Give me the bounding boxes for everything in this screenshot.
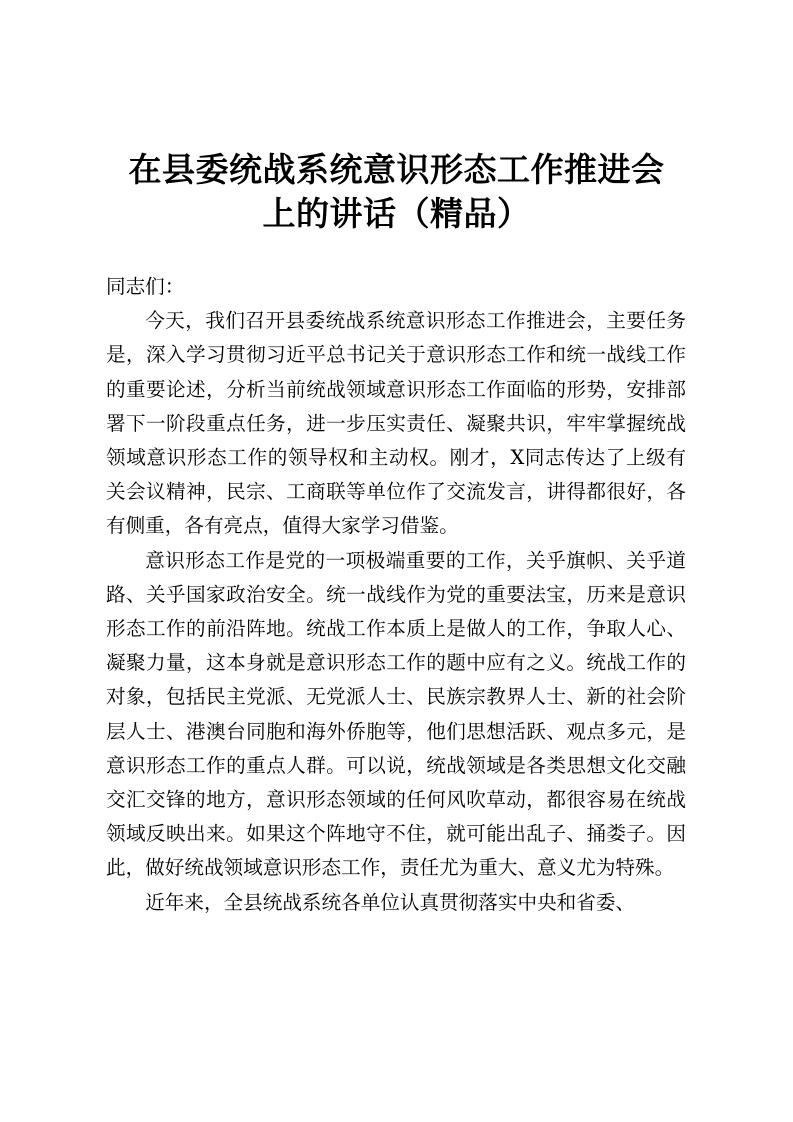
title-line-1: 在县委统战系统意识形态工作推进会 xyxy=(128,150,665,189)
title-line-2: 上的讲话（精品） xyxy=(262,194,531,233)
paragraph-3: 近年来，全县统战系统各单位认真贯彻落实中央和省委、 xyxy=(145,890,636,914)
document-body xyxy=(106,270,686,920)
salutation: 同志们： xyxy=(106,275,185,298)
paragraph-2: 意识形态工作是党的一项极端重要的工作，关乎旗帜、关乎道路、关乎国家政治安全。统一战线作为党的重要法宝，历来是意识形态工作的前沿阵地。统战工作本质上是做人的工作，争取人心、凝聚力量，这本身就是意识形态工作的题中应有之义。统战工作的对象，包括民主党派、无党派人士、民族宗教界人士、新的社会阶层人士、港澳台同胞和海外侨胞等，他们思想活跃、观点多元，是意识形态工作的重点人群。可以说，统战领域是各类思想文化交融交汇交锋的地方，意识形态领域的任何风吹草动，都很容易在统战领域反映出来。如果这个阵地守不住，就可能出乱子、捅娄子。因此，做好统战领域意识形态工作，责任尤为重大、意义尤为特殊。 xyxy=(106,548,686,880)
document-title xyxy=(90,148,703,236)
paragraph-1: 今天，我们召开县委统战系统意识形态工作推进会，主要任务是，深入学习贯彻习近平总书记关于意识形态工作和统一战线工作的重要论述，分析当前统战领域意识形态工作面临的形势，安排部署下一阶段重点任务，进一步压实责任、凝聚共识，牢牢掌握统战领域意识形态工作的领导权和主动权。刚才，X同志传达了上级有关会议精神，民宗、工商联等单位作了交流发言，讲得都很好，各有侧重，各有亮点，值得大家学习借鉴。 xyxy=(106,309,686,538)
